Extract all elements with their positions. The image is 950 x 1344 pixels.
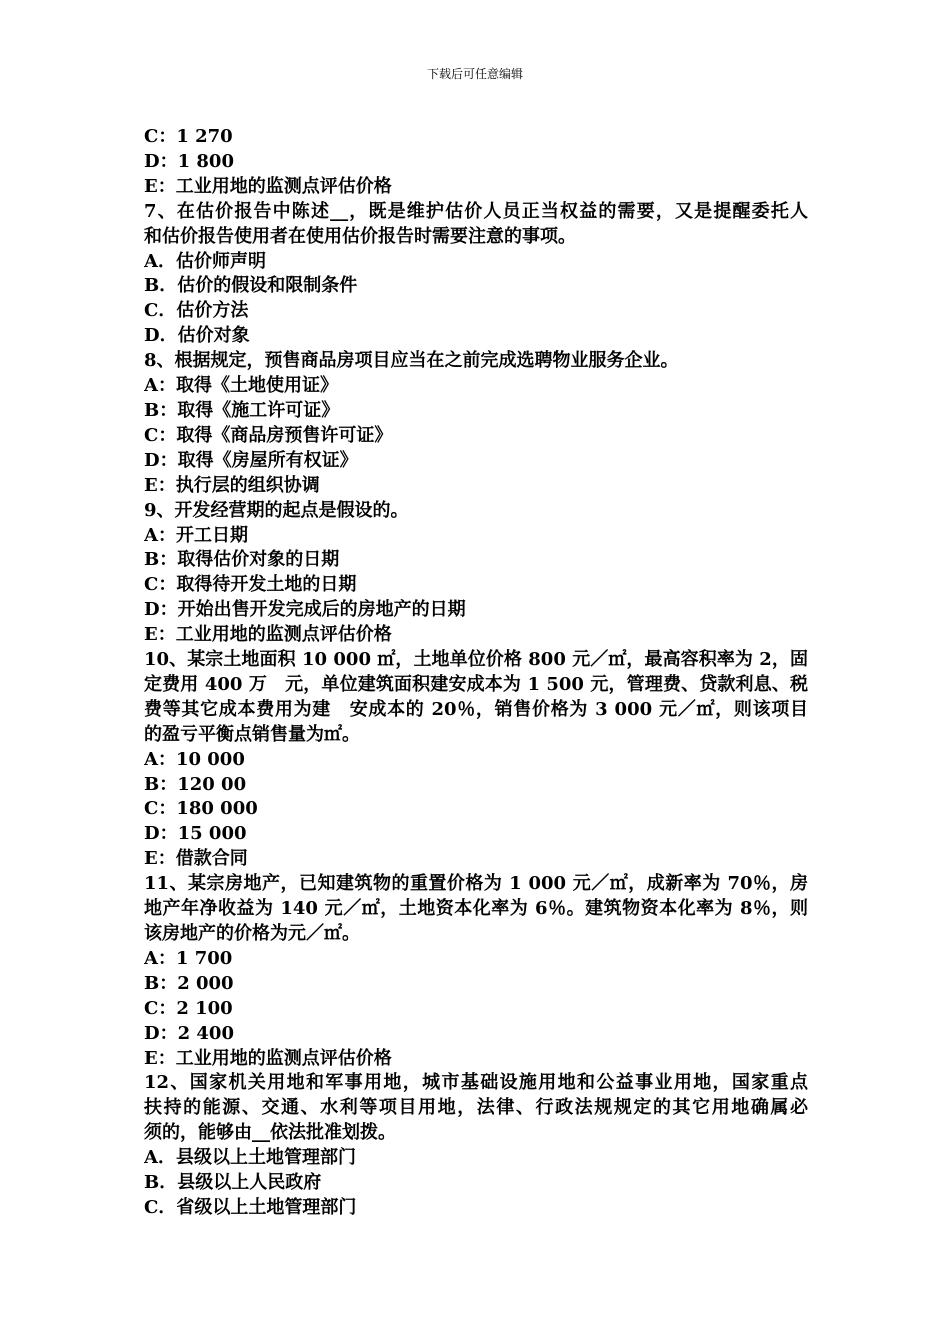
question-line: 定费用 400 万 元，单位建筑面积建安成本为 1 500 元，管理费、贷款利息、税	[144, 673, 808, 695]
option-line: A：1 700	[144, 947, 233, 969]
option-line: D：取得《房屋所有权证》	[144, 449, 358, 471]
option-line: A．县级以上土地管理部门	[144, 1147, 356, 1169]
option-line: C．省级以上土地管理部门	[144, 1196, 357, 1218]
option-line: A．估价师声明	[144, 250, 266, 272]
question-line: 11、某宗房地产，已知建筑物的重置价格为 1 000 元／㎡，成新率为 70％，房	[144, 873, 808, 895]
question-line: 7、在估价报告中陈述__，既是维护估价人员正当权益的需要，又是提醒委托人	[144, 200, 808, 222]
option-line: D：2 400	[144, 1022, 234, 1044]
question-line: 和估价报告使用者在使用估价报告时需要注意的事项。	[144, 225, 576, 247]
option-line: B：取得《施工许可证》	[144, 399, 340, 421]
option-line: C：取得《商品房预售许可证》	[144, 424, 393, 446]
option-line: C：1 270	[144, 126, 233, 147]
document-body	[144, 125, 808, 1221]
question-line: 8、根据规定，预售商品房项目应当在之前完成选聘物业服务企业。	[144, 350, 679, 372]
question-line: 12、国家机关用地和军事用地，城市基础设施用地和公益事业用地，国家重点	[144, 1072, 808, 1094]
option-line: B：取得估价对象的日期	[144, 549, 340, 571]
option-line: E：借款合同	[144, 848, 248, 870]
option-line: B．县级以上人民政府	[144, 1172, 322, 1194]
question-line: 须的，能够由__依法批准划拨。	[144, 1122, 396, 1144]
option-line: D：1 800	[144, 150, 234, 172]
option-line: E：工业用地的监测点评估价格	[144, 175, 392, 197]
page-header: 下载后可任意编辑	[426, 67, 523, 81]
option-line: E：工业用地的监测点评估价格	[144, 624, 392, 646]
option-line: B：2 000	[144, 972, 234, 994]
option-line: B：120 00	[144, 773, 247, 795]
option-line: E：执行层的组织协调	[144, 474, 320, 496]
option-line: C：取得待开发土地的日期	[144, 574, 357, 596]
option-line: D：15 000	[144, 823, 247, 845]
option-line: D：开始出售开发完成后的房地产的日期	[144, 599, 466, 621]
question-line: 的盈亏平衡点销售量为㎡。	[144, 723, 360, 745]
option-line: C．估价方法	[144, 300, 249, 322]
option-line: C：2 100	[144, 997, 233, 1019]
option-line: A：取得《土地使用证》	[144, 375, 338, 397]
option-line: C：180 000	[144, 798, 258, 820]
option-line: A：10 000	[144, 748, 245, 770]
question-line: 费等其它成本费用为建 安成本的 20％，销售价格为 3 000 元／㎡，则该项目	[144, 698, 808, 720]
question-line: 地产年净收益为 140 元／㎡，土地资本化率为 6％。建筑物资本化率为 8％，则	[144, 898, 808, 920]
question-line: 9、开发经营期的起点是假设的。	[144, 499, 409, 521]
option-line: E：工业用地的监测点评估价格	[144, 1047, 392, 1069]
question-line: 扶持的能源、交通、水利等项目用地，法律、行政法规规定的其它用地确属必	[144, 1097, 808, 1119]
question-line: 该房地产的价格为元／㎡。	[144, 923, 360, 944]
option-line: D．估价对象	[144, 325, 250, 347]
option-line: B．估价的假设和限制条件	[144, 275, 358, 297]
question-line: 10、某宗土地面积 10 000 ㎡，土地单位价格 800 元／㎡，最高容积率为 2，固	[144, 649, 808, 671]
option-line: A：开工日期	[144, 524, 248, 546]
